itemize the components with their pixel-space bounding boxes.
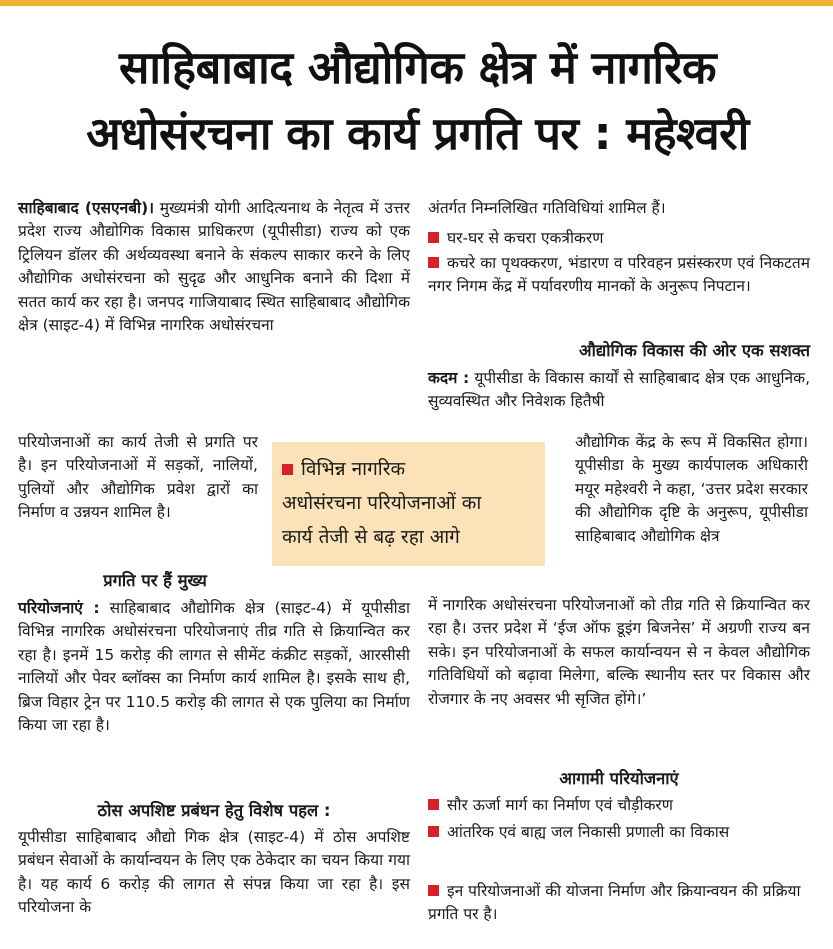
section3-narrow: औद्योगिक केंद्र के रूप में विकसित होगा। यूपीसीडा के मुख्य कार्यपालक अधिकारी मयूर महेश्वरी ने कहा, ‘उत्तर प्रदेश सरकार की औद्योगिक दृष्टि के अनुरूप, यूपीसीडा साहिबाबाद औद्योगिक क्षेत्र: [575, 433, 808, 545]
section3-paragraph: [428, 367, 810, 414]
headline-line-2: अधोसंरचना का कार्य प्रगति पर : महेश्वरी: [86, 107, 749, 160]
section1-heading-cont: परियोजनाएं :: [18, 599, 100, 617]
section1-heading: प्रगति पर हैं मुख्य: [103, 571, 207, 590]
bullet-icon: [428, 799, 439, 810]
dateline: साहिबाबाद (एसएनबी)।: [18, 199, 155, 217]
section3-heading: औद्योगिक विकास की ओर एक सशक्त: [578, 341, 810, 360]
section1-body: साहिबाबाद औद्योगिक क्षेत्र (साइट-4) में यूपीसीडा विभिन्न नागरिक अधोसंरचना परियोजनाएं तीव्र गति से क्रियान्वित कर रहा है। इनमें 15 करोड़ की लागत से सीमेंट कंक्रीट सड़कों, आरसीसी नालियों और पेवर ब्लॉक्स का निर्माण कार्य शामिल है। इसके साथ ही, ब्रिज विहार ट्रेन पर 110.5 करोड़ की लागत से एक पुलिया का निर्माण किया जा रहा है।: [18, 599, 410, 735]
headline-line-1: साहिबाबाद औद्योगिक क्षेत्र में नागरिक: [118, 41, 717, 94]
top-accent-bar: [0, 0, 833, 6]
callout-line-2: अधोसंरचना परियोजनाओं का: [282, 492, 482, 514]
bullet-icon: [428, 826, 439, 837]
section3-heading-cont: कदम :: [428, 369, 470, 387]
callout-text: [282, 452, 537, 554]
section3-body: यूपीसीडा के विकास कार्यों से साहिबाबाद क्षेत्र एक आधुनिक, सुव्यवस्थित और निवेशक हितैषी: [428, 369, 810, 411]
callout-line-3: कार्य तेजी से बढ़ रहा आगे: [282, 526, 460, 548]
bullet-item: इन परियोजनाओं की योजना निर्माण और क्रियान्वयन की प्रक्रिया प्रगति पर है।: [428, 882, 801, 924]
section2-heading: ठोस अपशिष्ट प्रबंधन हेतु विशेष पहल :: [97, 801, 331, 820]
section4-heading: आगामी परियोजनाएं: [559, 769, 679, 788]
bullet-item: घर-घर से कचरा एकत्रीकरण: [428, 227, 810, 250]
intro-continued: परियोजनाओं का कार्य तेजी से प्रगति पर है। इन परियोजनाओं में सड़कों, नालियों, पुलियों और औद्योगिक प्रवेश द्वारों का निर्माण व उन्नयन शामिल है।: [18, 433, 258, 522]
bullet-icon: [428, 885, 439, 896]
section2-continued: अंतर्गत निम्नलिखित गतिविधियां शामिल हैं।: [428, 199, 666, 217]
intro-paragraph: [18, 197, 410, 337]
section3-rest: में नागरिक अधोसंरचना परियोजनाओं को तीव्र गति से क्रियान्वित कर रहा है। उत्तर प्रदेश में ‘ईज ऑफ डूइंग बिजनेस’ में अग्रणी राज्य बन सके। इन परियोजनाओं के सफल कार्यान्वयन से न केवल औद्योगिक गतिविधियों को बढ़ावा मिलेगा, बल्कि स्थानीय स्तर पर विकास और रोजगार के नए अवसर भी सृजित होंगे।’: [428, 596, 810, 708]
bullet-item: सौर ऊर्जा मार्ग का निर्माण एवं चौड़ीकरण: [428, 794, 810, 817]
bullet-icon: [428, 232, 439, 243]
section2-body: यूपीसीडा साहिबाबाद औद्यो गिक क्षेत्र (साइट-4) में ठोस अपशिष्ट प्रबंधन सेवाओं के कार्यान्वयन के लिए एक ठेकेदार का चयन किया गया है। यह कार्य 6 करोड़ की लागत से संपन्न किया जा रहा है। इस परियोजना के: [18, 828, 410, 917]
bullet-item: कचरे का पृथक्करण, भंडारण व परिवहन प्रसंस्करण एवं निकटतम नगर निगम केंद्र में पर्यावरणीय मानकों के अनुरूप निपटान।: [428, 254, 810, 296]
section1-paragraph: [18, 597, 410, 737]
callout-line-1: विभिन्न नागरिक: [301, 458, 406, 480]
bullet-icon: [428, 257, 439, 268]
intro-text: मुख्यमंत्री योगी आदित्यनाथ के नेतृत्व में उत्तर प्रदेश राज्य औद्योगिक विकास प्राधिकरण (यूपीसीडा) राज्य को एक ट्रिलियन डॉलर की अर्थव्यवस्था बनाने के संकल्प साकार करने के लिए औद्योगिक अधोसंरचना को सुदृढ और आधुनिक बनाने की दिशा में सतत कार्य कर रहा है। जनपद गाजियाबाद स्थित साहिबाबाद औद्योगिक क्षेत्र (साइट-4) में विभिन्न नागरिक अधोसंरचना: [18, 199, 410, 335]
callout-bullet-icon: [282, 464, 293, 475]
bullet-item: आंतरिक एवं बाह्य जल निकासी प्रणाली का विकास: [428, 821, 810, 844]
